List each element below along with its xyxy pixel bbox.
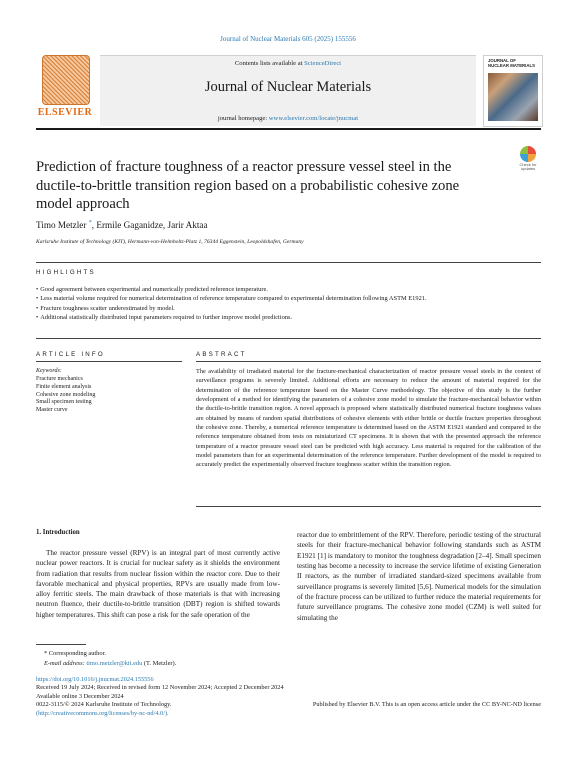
divider: [36, 361, 182, 362]
abstract-heading: ABSTRACT: [196, 351, 247, 358]
list-item: • Good agreement between experimental and numerically predicted reference temperature.: [36, 285, 541, 294]
doi-link[interactable]: https://doi.org/10.1016/j.jnucmat.2024.155556: [36, 676, 154, 683]
keyword: Cohesive zone modeling: [36, 391, 96, 398]
article-info-heading: ARTICLE INFO: [36, 351, 105, 358]
check-for-updates-button[interactable]: [515, 146, 541, 176]
corresponding-mark[interactable]: *: [88, 220, 92, 226]
contents-line: Contents lists available at ScienceDirect: [234, 60, 342, 67]
keywords-list: [36, 376, 95, 415]
body-text-left: The reactor pressure vessel (RPV) is an integral part of most currently active nuclear power reactors. It is crucial for nuclear safety as it shields the environment from radiation that results from nuclear fission within the reactor core. Due to their favorable mechanical and physical properties, RPVs are usually made from low-alloy ferritic steels. The main drawback of those materials is that with increasing neutron fluence, their ductile-to-brittle transition (DBT) region is shifted towards higher temperatures. This shift can pose a risk for the safe operation of the: [36, 549, 280, 619]
journal-reference[interactable]: Journal of Nuclear Materials 605 (2025) 155556: [220, 35, 356, 43]
online-date: Available online 3 December 2024: [36, 692, 124, 700]
journal-cover[interactable]: [483, 55, 543, 127]
sciencedirect-link[interactable]: ScienceDirect: [304, 60, 342, 67]
crossmark-icon: [520, 146, 536, 162]
publication-info: [36, 676, 541, 718]
tree-icon: [42, 55, 90, 105]
masthead: [100, 55, 476, 126]
list-item: • Fracture toughness scatter underestimated by model.: [36, 304, 541, 313]
author-name[interactable]: Jarir Aktaa: [167, 220, 208, 231]
crossmark-label: Check for updates: [519, 162, 537, 172]
publisher-logo-text: ELSEVIER: [37, 107, 93, 118]
affiliation: Karlsruhe Institute of Technology (KIT), Hermann-von-Helmholtz-Platz 1, 76344 Eggenstein, Leopoldshafen, Germany: [36, 239, 304, 245]
masthead-divider: [36, 128, 541, 130]
divider: [36, 262, 541, 263]
author-name[interactable]: Ermile Gaganidze: [96, 220, 163, 231]
cover-title: JOURNAL OF NUCLEAR MATERIALS: [488, 58, 535, 68]
homepage-line: journal homepage: www.elsevier.com/locate/jnucmat: [217, 115, 359, 122]
keyword: Finite element analysis: [36, 383, 92, 390]
keyword: Fracture mechanics: [36, 376, 83, 382]
elsevier-logo[interactable]: [36, 55, 94, 123]
keyword: Small specimen testing: [36, 399, 92, 406]
abstract-text: The availability of irradiated material for the fracture-mechanical characterization of reactor pressure vessel steels in the context of surveillance programs is severely limited. Additional efforts are necessary to reduce the amount of material required for the determination of the reference temperature based on the Master Curve methodology. The objective of this study is the further development of a method for identifying the parameters of a cohesive zone model to simulate the fracture-mechanical behavior within the ductile-to-brittle transition region. A novel approach is proposed where statistically distributed numerical fracture toughness values are obtained by means of random spatial distributions of cohesive elements with either brittle or ductile fracture properties throughout the cohesive zone. Thereby, a numerical reference temperature is determined based on the ASTM E1921 standard and compared to the reference temperature obtained from tests on miniaturized CT specimens. It is shown that with the presented approach the reference temperature of a reactor pressure vessel steel can be predicted with high accuracy. Less material is required for the calibration of the model parameters than for an experimental determination of the reference temperature. Further development of the model is required to accurately predict the experimentally observed fracture toughness scatter within the transition region.: [196, 368, 541, 469]
keywords-label: Keywords:: [36, 368, 62, 374]
highlights-heading: HIGHLIGHTS: [36, 269, 96, 276]
journal-title: Journal of Nuclear Materials: [204, 79, 372, 95]
license-link[interactable]: (http://creativecommons.org/licenses/by-nc-nd/4.0/).: [36, 709, 169, 717]
divider: [196, 361, 541, 362]
email-link[interactable]: timo.metzler@kit.edu: [86, 660, 143, 667]
section-heading: 1. Introduction: [36, 529, 80, 536]
divider: [196, 506, 541, 507]
author-list: Timo Metzler *, Ermile Gaganidze, Jarir Aktaa: [36, 220, 208, 231]
keyword: Master curve: [36, 407, 68, 414]
paper-title: Prediction of fracture toughness of a reactor pressure vessel steel in the ductile-to-brittle transition region based on a probabilistic cohesive zone model approach: [36, 159, 460, 212]
list-item: • Additional statistically distributed input parameters required to further improve model predictions.: [36, 313, 541, 322]
received-dates: Received 19 July 2024; Received in revised form 12 November 2024; Accepted 2 December 2024: [36, 684, 284, 692]
list-item: • Less material volume required for numerical determination of reference temperature compared to experimental determination following ASTM E1921.: [36, 294, 541, 303]
issn-copyright: 0022-3115/© 2024 Karlsruhe Institute of Technology.: [36, 701, 172, 709]
author-name[interactable]: Timo Metzler: [36, 220, 87, 231]
highlights-list: [36, 285, 541, 322]
footnote-divider: [36, 644, 86, 645]
license-text: Published by Elsevier B.V. This is an open access article under the CC BY-NC-ND license: [312, 701, 541, 709]
corresponding-author-note: * Corresponding author.: [44, 650, 106, 657]
homepage-link[interactable]: www.elsevier.com/locate/jnucmat: [268, 115, 359, 122]
cover-image: [488, 73, 538, 121]
email-note: E-mail address: timo.metzler@kit.edu (T. Metzler).: [44, 660, 177, 667]
body-text-right: reactor due to embrittlement of the RPV. Therefore, periodic testing of the structural steels for their fracture-mechanical behavior following standards such as ASTM E1921 [1] is mandatory to monitor the toughness degradation [2–4]. Small specimen testing has become a necessity to increase the service lifetime of existing Generation II reactors, as the number of irradiated standard-sized specimens available from surveillance programs is severely limited [5,6]. Numerical models for the simulation of the fracture process can be utilized to further reduce the material requirements for future surveillance programs. The cohesive zone model (CZM) is well suited for simulating the: [297, 531, 541, 622]
divider: [36, 338, 541, 339]
